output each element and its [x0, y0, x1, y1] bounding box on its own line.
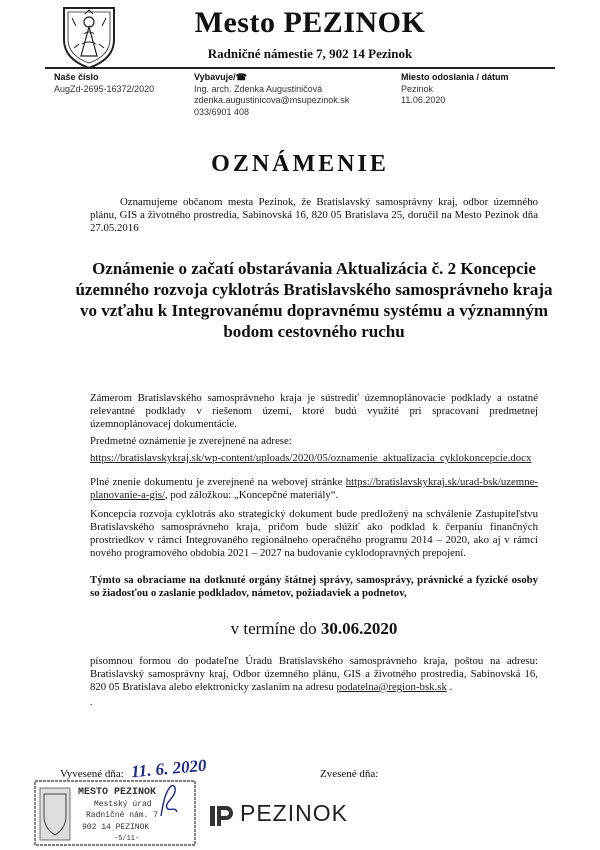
posted-date-handwritten: 11. 6. 2020 — [130, 755, 208, 782]
contact-label: Vybavuje/☎ — [194, 72, 247, 82]
web-link[interactable]: https://bratislavskykraj.sk/urad-bsk/uzemne-planovanie-a-gis/ — [90, 476, 538, 501]
reference-label: Naše číslo — [54, 72, 99, 82]
place-city: Pezinok — [401, 83, 434, 94]
submit-text: písomnou formou do podateľne Úradu Bratislavského samosprávneho kraja, poštou na adresu: Bratislavský samosprávny kraj, Odbor územného plánu, GIS a životného prostredia, Sabinovská 16, 820 05 Bratislava alebo elektronicky zaslaním na adresu — [90, 655, 538, 693]
pezinok-logo-text: PEZINOK — [240, 800, 348, 826]
web-text-after: , pod záložkou: „Koncepčné materiály“. — [164, 489, 339, 501]
posted-date-label: Vyvesené dňa: — [60, 768, 124, 780]
coat-of-arms-icon — [60, 4, 118, 70]
concept-paragraph: Koncepcia rozvoja cyklotrás ako strategický dokument bude predložený na schválenie Zastupiteľstvu Bratislavského samosprávneho kraja, pričom bude slúžiť ako podklad k čerpaniu finančných prostriedkov v rámci Integrovaného regionálneho operačného programu 2014 – 2020, ako aj v rámci nového programového obdobia 2021 – 2027 na budovanie cyklodopravných prepojení. — [90, 508, 538, 559]
reference-number: AugZd-2695-16372/2020 — [54, 83, 155, 94]
contact-email: zdenka.augustinicova@msupezinok.sk — [194, 95, 350, 105]
published-text: Predmetné oznámenie je zverejnené na adrese: — [90, 435, 292, 447]
header-divider — [45, 67, 555, 69]
contact-name: Ing. arch. Zdenka Augustiničová — [194, 83, 323, 94]
city-title: Mesto PEZINOK — [194, 6, 426, 39]
contact-phone: 033/6901 408 — [194, 106, 250, 117]
removed-date-label: Zvesené dňa: — [320, 768, 379, 780]
deadline — [90, 619, 538, 639]
web-paragraph — [90, 476, 538, 502]
submit-email-link[interactable]: podatelna@region-bsk.sk — [336, 681, 447, 693]
place-date: 11.06.2020 — [401, 95, 446, 105]
contact-block — [194, 72, 384, 118]
submit-text-end: . — [446, 681, 453, 693]
appeal-paragraph: Týmto sa obraciame na dotknuté orgány štátnej správy, samosprávy, právnické a fyzické osoby so žiadosťou o zaslanie podkladov, námetov, požiadaviek a podnetov, — [90, 574, 538, 599]
pezinok-logo-icon — [208, 802, 234, 828]
stamp-line-2: Mestský úrad — [94, 800, 152, 809]
web-text-before: Plné znenie dokumentu je zverejnené na webovej stránke — [90, 476, 346, 488]
stamp-line-1: MESTO PEZINOK — [78, 787, 157, 798]
aim-paragraph: Zámerom Bratislavského samosprávneho kraja je sústrediť územnoplánovacie podklady a ostatné relevantné podklady v riešenom území, ktoré budú využité pri spracovaní predmetnej územnoplánovacej dokumentácie. — [90, 392, 538, 430]
stamp-line-3: Radničné nám. 7 — [86, 811, 159, 820]
pezinok-logo — [208, 800, 388, 830]
document-heading: OZNÁMENIE — [211, 151, 389, 177]
reference-block — [54, 72, 194, 95]
announcement-link[interactable]: https://bratislavskykraj.sk/wp-content/uploads/2020/05/oznamenie_aktualizacia_cyklokoncepcie.docx — [90, 452, 532, 464]
place-date-block — [401, 72, 551, 107]
place-date-label: Miesto odoslania / dátum — [401, 72, 509, 82]
submit-paragraph — [90, 655, 538, 694]
stamp-line-5: -5/11- — [114, 835, 140, 843]
intro-paragraph: Oznamujeme občanom mesta Pezinok, že Bratislavský samosprávny kraj, odbor územného plánu, GIS a životného prostredia, Sabinovská 16, 820 05 Bratislava 25, doručil na Mesto Pezinok dňa 27.05.2016 — [90, 196, 538, 234]
signature-scribble — [155, 782, 181, 820]
stray-dot: . — [90, 697, 93, 708]
deadline-prefix: v termíne do — [230, 619, 321, 638]
subject-title: Oznámenie o začatí obstarávania Aktualizácia č. 2 Koncepcie územného rozvoja cyklotrás Bratislavského samosprávneho kraja vo vzťahu k Integrovanému dopravnému systému a významným bodom cestovného ruchu — [75, 259, 553, 341]
city-address: Radničné námestie 7, 902 14 Pezinok — [207, 46, 413, 61]
stamp-line-4: 902 14 PEZINOK — [82, 823, 150, 832]
deadline-date: 30.06.2020 — [320, 619, 398, 638]
